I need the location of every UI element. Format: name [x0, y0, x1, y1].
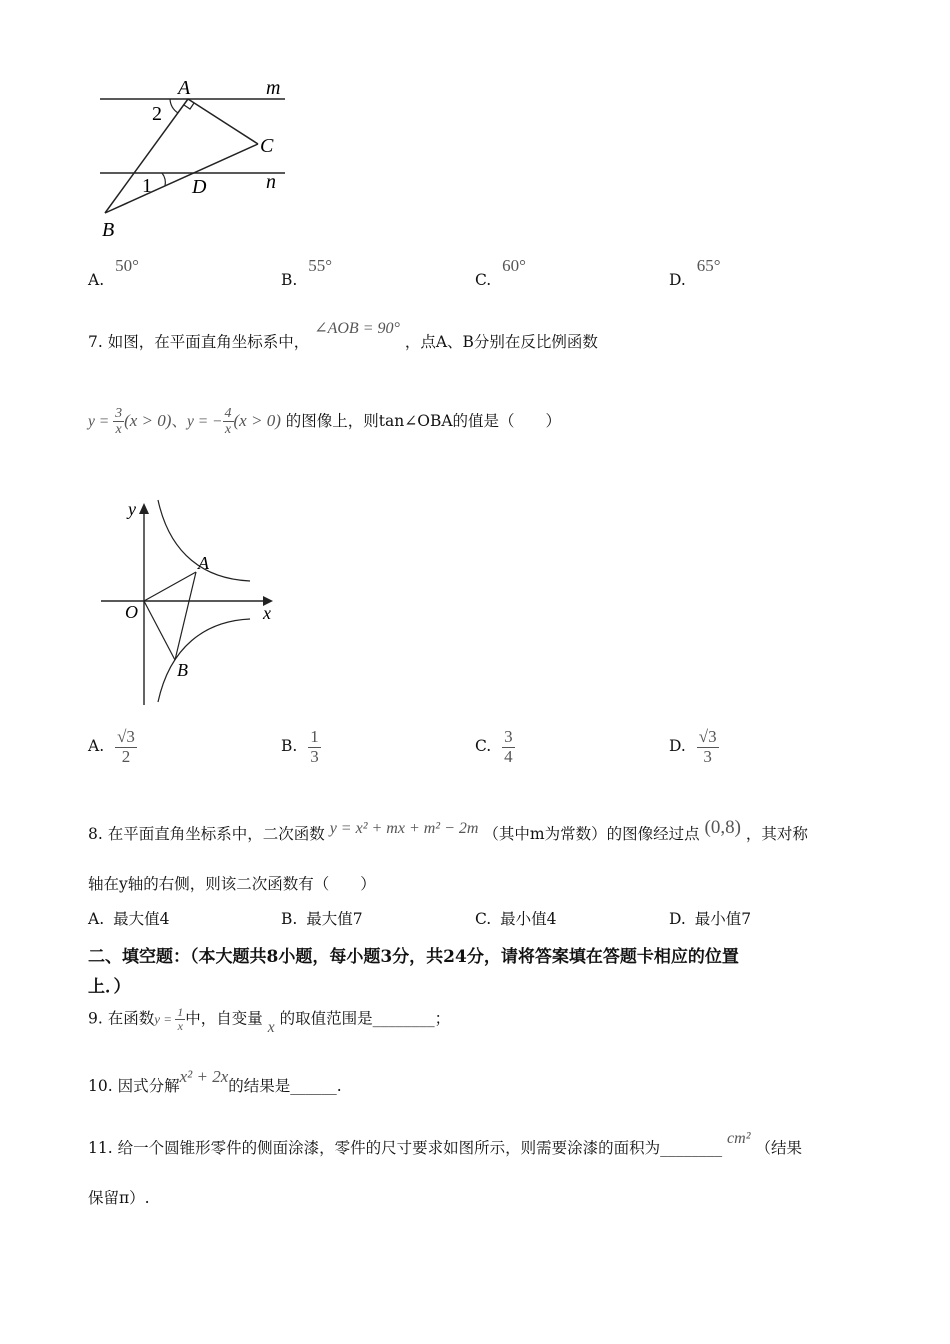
option-den: 3	[703, 746, 712, 766]
q9-num: 1	[177, 1005, 184, 1019]
option-value: 最大值4	[113, 910, 170, 928]
func1-den: x	[115, 422, 122, 438]
question-number: 8.	[88, 825, 103, 843]
option-num: 3	[504, 727, 513, 746]
q9-var: x	[267, 1018, 275, 1036]
label-x: x	[263, 603, 271, 623]
q8-point: (0,8)	[704, 817, 741, 838]
q6-option-c[interactable]	[475, 256, 526, 290]
question-number: 11.	[88, 1139, 113, 1157]
option-letter: D.	[669, 737, 686, 756]
question-number: 7.	[88, 333, 103, 351]
q8-option-a[interactable]	[88, 907, 169, 929]
label-A: A	[198, 553, 209, 573]
func1-cond: (x > 0)	[124, 410, 172, 430]
q9-text-b: 中，自变量	[185, 1009, 263, 1028]
option-letter: C.	[475, 271, 492, 289]
func2-cond: (x > 0)	[233, 410, 281, 430]
option-letter: D.	[669, 910, 686, 928]
q8-text-a: 在平面直角坐标系中，二次函数	[107, 825, 325, 843]
func2-num: 4	[224, 406, 232, 421]
q8-text-b: （其中m为常数）的图像经过点	[483, 825, 700, 843]
q8-option-d[interactable]	[669, 907, 751, 929]
question-number: 9.	[88, 1009, 103, 1028]
option-fraction	[697, 728, 719, 766]
option-letter: B.	[281, 737, 298, 756]
label-B: B	[177, 660, 188, 680]
option-den: 4	[504, 746, 513, 766]
q10-text-a: 因式分解	[117, 1077, 180, 1095]
q7-line-1	[88, 320, 598, 352]
option-value: 65°	[696, 256, 721, 275]
segment-BC	[105, 144, 258, 213]
option-letter: A.	[88, 737, 105, 756]
option-letter: A.	[88, 271, 105, 289]
q8-text-c: ，其对称	[745, 825, 808, 843]
option-letter: C.	[475, 910, 492, 928]
q7-text-b: ，点A、B分别在反比例函数	[404, 333, 598, 351]
q7-text-a: 如图，在平面直角坐标系中，	[107, 333, 310, 351]
func2-y: y = −	[186, 412, 223, 430]
q11-text-a: 给一个圆锥形零件的侧面涂漆，零件的尺寸要求如图所示，则需要涂漆的面积为________	[117, 1139, 723, 1157]
label-A: A	[178, 77, 191, 99]
separator: 、	[171, 411, 187, 430]
q7-angle: ∠AOB = 90°	[314, 320, 400, 337]
y-axis-arrow	[139, 503, 149, 514]
right-angle-mark	[184, 103, 194, 109]
label-B: B	[102, 219, 115, 241]
question-number: 10.	[88, 1077, 113, 1095]
option-letter: C.	[475, 737, 492, 756]
q6-option-a[interactable]	[88, 256, 139, 290]
option-letter: B.	[281, 271, 298, 289]
section-2-heading-line-1: 二、填空题：（本大题共8小题，每小题3分，共24分，请将答案填在答题卡相应的位置	[88, 947, 739, 967]
q10-expr: x² + 2x	[179, 1067, 229, 1086]
angle-1-arc	[162, 173, 165, 186]
option-value: 55°	[308, 256, 333, 275]
q7-option-c[interactable]	[475, 728, 515, 766]
q9-text-a: 在函数	[107, 1009, 155, 1028]
option-value: 最小值7	[694, 910, 752, 928]
option-value: 最大值7	[306, 910, 363, 928]
option-num: 1	[310, 727, 319, 746]
q7-option-a[interactable]	[88, 728, 137, 766]
func1-fraction	[113, 406, 124, 438]
option-fraction	[502, 728, 515, 766]
label-n: n	[266, 171, 276, 193]
q8-option-b[interactable]	[281, 907, 363, 929]
q9-line	[88, 1005, 451, 1036]
q11-line-1	[88, 1130, 802, 1158]
q6-option-b[interactable]	[281, 256, 333, 290]
option-fraction	[115, 728, 137, 766]
q7-option-b[interactable]	[281, 728, 321, 766]
q9-den: x	[177, 1019, 183, 1034]
q8-line-1	[88, 817, 808, 845]
q6-figure	[90, 72, 320, 247]
func1-y: y =	[88, 412, 114, 430]
func1-num: 3	[115, 406, 123, 421]
option-num: √3	[698, 727, 717, 746]
label-m: m	[266, 77, 281, 99]
q9-func-y: y =	[154, 1011, 176, 1027]
label-y: y	[128, 499, 136, 519]
option-value: 60°	[502, 256, 526, 275]
option-letter: D.	[669, 271, 686, 289]
q10-text-b: 的结果是______.	[228, 1077, 342, 1095]
section-2-heading-line-2: 上．）	[88, 977, 131, 997]
option-fraction	[308, 728, 321, 766]
angle-2-arc	[170, 99, 178, 113]
q10-line	[88, 1067, 342, 1096]
segment-OB	[144, 601, 175, 660]
option-num: √3	[117, 727, 135, 746]
q7-line-2	[88, 406, 561, 438]
func2-fraction	[223, 406, 234, 438]
option-letter: B.	[281, 910, 298, 928]
label-C: C	[260, 135, 274, 157]
q7-option-d[interactable]	[669, 728, 719, 766]
q8-option-c[interactable]	[475, 907, 557, 929]
option-letter: A.	[88, 910, 105, 928]
option-value: 50°	[115, 256, 139, 275]
q8-function: y = x² + mx + m² − 2m	[329, 820, 479, 837]
q6-option-d[interactable]	[669, 256, 721, 290]
q7-figure	[95, 495, 285, 710]
func2-den: x	[224, 422, 232, 438]
q11-line-2: 保留π）.	[88, 1189, 150, 1207]
q11-text-b: （结果	[755, 1139, 802, 1157]
q9-text-c: 的取值范围是________；	[279, 1009, 451, 1028]
segment-OA	[144, 572, 196, 601]
label-2: 2	[152, 103, 162, 125]
option-value: 最小值4	[500, 910, 557, 928]
q11-unit: cm²	[727, 1130, 751, 1147]
option-den: 3	[310, 746, 319, 766]
label-O: O	[125, 602, 138, 622]
label-D: D	[192, 176, 207, 198]
q8-line-2: 轴在y轴的右侧，则该二次函数有（ ）	[88, 875, 376, 893]
q9-fraction	[175, 1006, 185, 1033]
segment-AC	[188, 99, 258, 144]
option-den: 2	[121, 746, 131, 766]
label-1: 1	[142, 175, 152, 197]
q7-text-c: 的图像上，则tan∠OBA的值是（ ）	[285, 411, 562, 430]
curve-y-neg4-over-x	[158, 619, 250, 702]
